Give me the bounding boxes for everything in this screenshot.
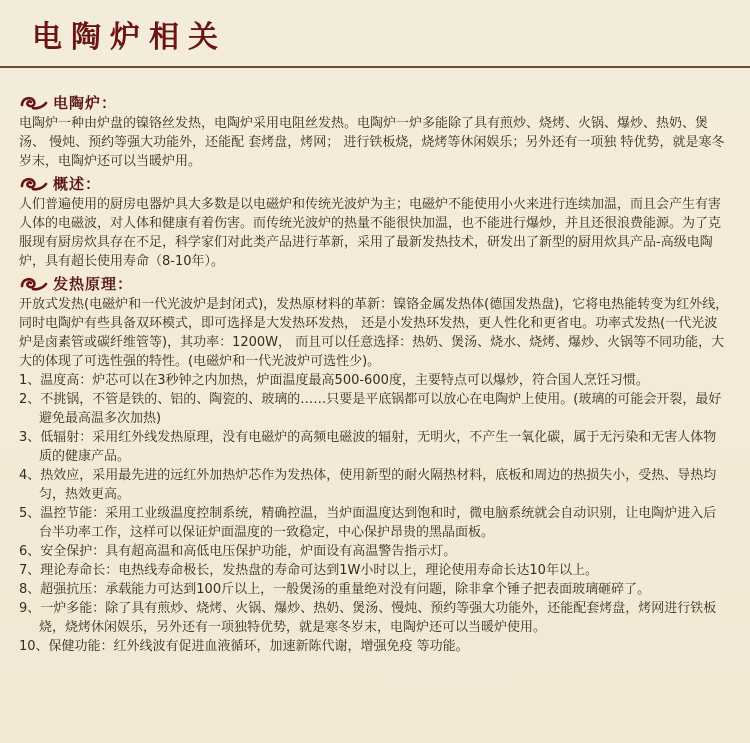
title-divider xyxy=(0,66,750,68)
list-item: 4、热效应，采用最先进的远红外加热炉芯作为发热体，使用新型的耐火隔热材料，底板和周边的热损失小，受热、导热均匀，热效更高。 xyxy=(19,468,717,502)
article-content xyxy=(19,92,729,656)
section-title: 概述： xyxy=(53,174,102,193)
section-paragraph: 电陶炉一种由炉盘的镍铬丝发热，电陶炉采用电阻丝发热。电陶炉一炉多能除了具有煎炒、烧烤、火锅、爆炒、热奶、煲汤、 慢炖、预约等强大功能外，还能配 套烤盘，烤网； 进行铁板烧，烧烤等休闲娱乐；另外还有一项独 特优势，就是寒冬岁末，电陶炉还可以当暖炉用。 xyxy=(19,116,725,169)
section-heading-1 xyxy=(19,92,729,114)
page-title: 电陶炉相关 xyxy=(32,20,227,55)
cloud-swirl-icon xyxy=(19,174,49,194)
cloud-swirl-icon xyxy=(19,274,49,294)
list-item: 5、温控节能：采用工业级温度控制系统，精确控温，当炉面温度达到饱和时，微电脑系统就会自动识别，让电陶炉进入后台半功率工作，这样可以保证炉面温度的一致稳定，中心保护昂贵的黑晶面板。 xyxy=(19,506,717,540)
list-item: 6、安全保护：具有超高温和高低电压保护功能，炉面设有高温警告指示灯。 xyxy=(19,544,457,559)
section-heading-3 xyxy=(19,273,729,295)
list-item: 2、不挑锅，不管是铁的、铝的、陶瓷的、玻璃的……只要是平底锅都可以放心在电陶炉上使用。(玻璃的可能会开裂，最好避免最高温多次加热) xyxy=(19,392,722,426)
list-item: 9、一炉多能：除了具有煎炒、烧烤、火锅、爆炒、热奶、煲汤、慢炖、预约等强大功能外，还能配套烤盘，烤网进行铁板烧，烧烤休闲娱乐，另外还有一项独特优势，就是寒冬岁末，电陶炉还可以当暖炉使用。 xyxy=(19,601,717,635)
list-item: 1、温度高：炉芯可以在3秒钟之内加热，炉面温度最高500-600度，主要特点可以爆炒，符合国人烹饪习惯。 xyxy=(19,373,649,388)
section-paragraph: 开放式发热(电磁炉和一代光波炉是封闭式)，发热原材料的革新：镍铬金属发热体(德国发热盘)，它将电热能转变为红外线，同时电陶炉有些具备双环模式，即可选择是大发热环发热， 还是小发热环发热，更人性化和更省电。功率式发热(一代光波炉是卤素管或碳纤维管等)，其功率：1200W， 而且可以任意选择：热奶、煲汤、烧水、烧烤、爆炒、火锅等不同功能，大大的体现了可选性强的特性。(电磁炉和一代光波炉可选性少)。 xyxy=(19,297,729,369)
section-paragraph: 人们普遍使用的厨房电器炉具大多数是以电磁炉和传统光波炉为主；电磁炉不能使用小火来进行连续加温，而且会产生有害人体的电磁波，对人体和健康有着伤害。而传统光波炉的热量不能很快加温，也不能进行爆炒，并且还很浪费能源。为了克服现有厨房炊具存在不足，科学家们对此类产品进行革新，采用了最新发热技术，研发出了新型的厨用炊具产品-高级电陶炉，具有超长使用寿命（8-10年）。 xyxy=(19,197,722,269)
list-item: 10、保健功能：红外线波有促进血液循环，加速新陈代谢，增强免疫 等功能。 xyxy=(19,639,469,654)
section-title: 电陶炉： xyxy=(53,93,118,112)
cloud-swirl-icon xyxy=(19,93,49,113)
list-item: 7、理论寿命长：电热线寿命极长，发热盘的寿命可达到1W小时以上，理论使用寿命长达10年以上。 xyxy=(19,563,598,578)
list-item: 3、低辐射：采用红外线发热原理，没有电磁炉的高频电磁波的辐射，无明火，不产生一氧化碳，属于无污染和无害人体物质的健康产品。 xyxy=(19,430,717,464)
header xyxy=(0,0,750,66)
section-heading-2 xyxy=(19,173,729,195)
section-title: 发热原理： xyxy=(53,274,134,293)
list-item: 8、超强抗压：承载能力可达到100斤以上，一般煲汤的重量绝对没有问题，除非拿个锤子把表面玻璃砸碎了。 xyxy=(19,582,651,597)
